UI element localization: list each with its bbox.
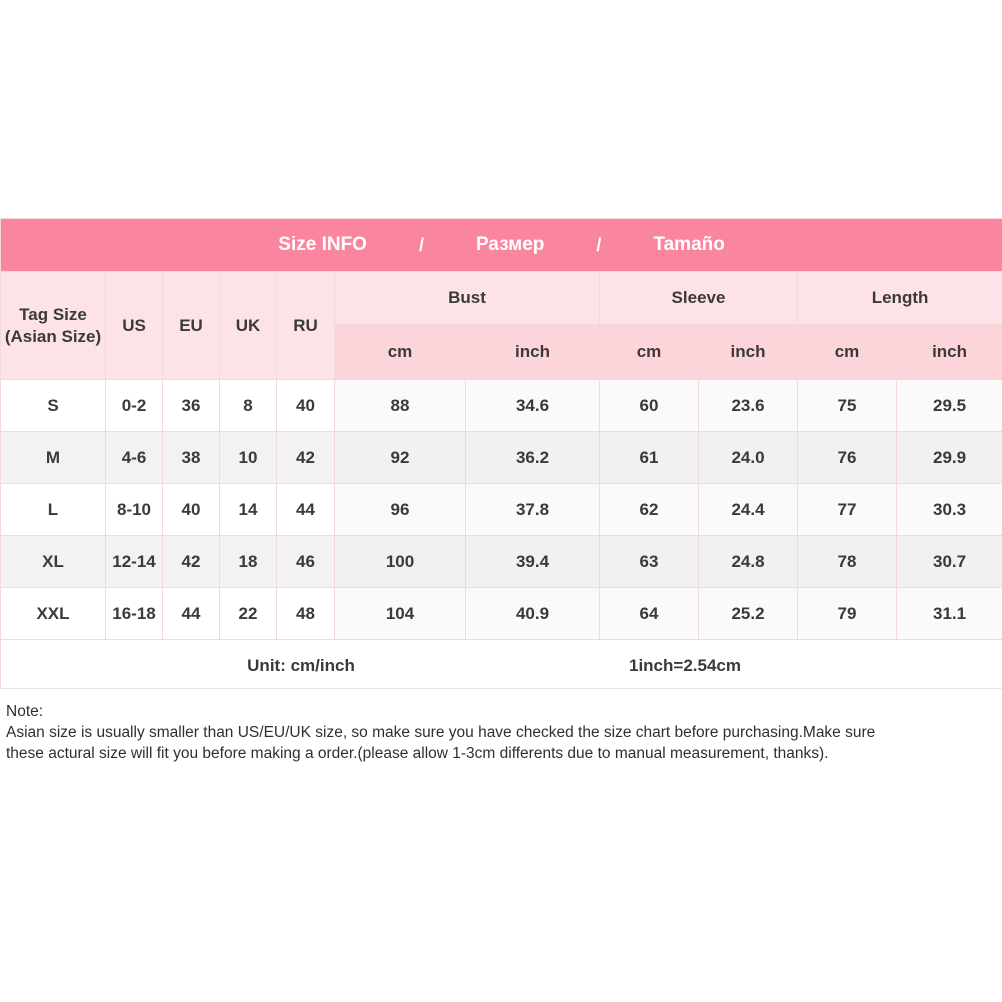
table-row xyxy=(1,380,1002,432)
cell-bust-cm: 100 xyxy=(335,536,466,588)
cell-bust-inch: 34.6 xyxy=(466,380,600,432)
table-row xyxy=(1,536,1002,588)
cell-us: 16-18 xyxy=(106,588,163,640)
cell-bust-cm: 92 xyxy=(335,432,466,484)
table-row xyxy=(1,484,1002,536)
cell-uk: 22 xyxy=(220,588,277,640)
header-unit-length-cm: cm xyxy=(798,325,897,380)
cell-length-inch: 31.1 xyxy=(897,588,1002,640)
cell-uk: 18 xyxy=(220,536,277,588)
header-group-bust: Bust xyxy=(335,272,600,325)
cell-sleeve-cm: 61 xyxy=(600,432,699,484)
bottom-whitespace xyxy=(0,780,1002,1002)
header-tag-size-line2: (Asian Size) xyxy=(4,326,102,346)
cell-ru: 44 xyxy=(277,484,335,536)
title-band-row xyxy=(1,219,1002,272)
cell-sleeve-inch: 24.4 xyxy=(699,484,798,536)
cell-tag-size: XXL xyxy=(1,588,106,640)
title-size-info: Size INFO xyxy=(278,234,367,255)
cell-length-inch: 30.7 xyxy=(897,536,1002,588)
cell-tag-size: L xyxy=(1,484,106,536)
title-separator-2: / xyxy=(596,234,602,255)
cell-length-cm: 77 xyxy=(798,484,897,536)
cell-eu: 36 xyxy=(163,380,220,432)
header-us: US xyxy=(106,272,163,380)
cell-length-cm: 78 xyxy=(798,536,897,588)
unit-label: Unit: cm/inch xyxy=(247,656,355,675)
unit-footer xyxy=(1,640,1002,692)
header-unit-length-inch: inch xyxy=(897,325,1002,380)
note-line-2: these actural size will fit you before making a order.(please allow 1-3cm differents due to manual measurement, thanks). xyxy=(6,745,829,762)
header-eu: EU xyxy=(163,272,220,380)
cell-length-inch: 29.5 xyxy=(897,380,1002,432)
cell-sleeve-cm: 62 xyxy=(600,484,699,536)
cell-length-cm: 79 xyxy=(798,588,897,640)
note-line-1: Asian size is usually smaller than US/EU/UK size, so make sure you have checked the size chart before purchasing.Make sure xyxy=(6,724,876,741)
cell-uk: 14 xyxy=(220,484,277,536)
cell-sleeve-inch: 24.0 xyxy=(699,432,798,484)
note-label: Note: xyxy=(6,703,44,720)
top-whitespace xyxy=(0,0,1002,218)
size-chart-table xyxy=(0,218,1002,693)
header-tag-size-line1: Tag Size xyxy=(19,304,87,324)
note-block xyxy=(0,688,1002,778)
table-row xyxy=(1,588,1002,640)
cell-us: 0-2 xyxy=(106,380,163,432)
cell-bust-inch: 36.2 xyxy=(466,432,600,484)
cell-us: 12-14 xyxy=(106,536,163,588)
header-row-groups xyxy=(1,272,1002,325)
title-separator-1: / xyxy=(418,234,424,255)
cell-eu: 40 xyxy=(163,484,220,536)
cell-eu: 44 xyxy=(163,588,220,640)
cell-sleeve-inch: 24.8 xyxy=(699,536,798,588)
cell-tag-size: XL xyxy=(1,536,106,588)
cell-sleeve-inch: 23.6 xyxy=(699,380,798,432)
title-band-cell xyxy=(1,219,1002,272)
header-tag-size xyxy=(1,272,106,380)
header-ru: RU xyxy=(277,272,335,380)
cell-bust-cm: 88 xyxy=(335,380,466,432)
cell-uk: 8 xyxy=(220,380,277,432)
header-unit-sleeve-inch: inch xyxy=(699,325,798,380)
cell-bust-cm: 96 xyxy=(335,484,466,536)
cell-ru: 48 xyxy=(277,588,335,640)
title-band xyxy=(1,219,1002,271)
cell-eu: 42 xyxy=(163,536,220,588)
header-group-sleeve: Sleeve xyxy=(600,272,798,325)
cell-length-cm: 76 xyxy=(798,432,897,484)
unit-footer-cell xyxy=(1,640,1002,693)
title-razmer: Размер xyxy=(475,234,545,255)
unit-footer-row xyxy=(1,640,1002,693)
cell-sleeve-cm: 64 xyxy=(600,588,699,640)
cell-us: 8-10 xyxy=(106,484,163,536)
header-group-length: Length xyxy=(798,272,1002,325)
cell-bust-cm: 104 xyxy=(335,588,466,640)
cell-bust-inch: 40.9 xyxy=(466,588,600,640)
cell-ru: 46 xyxy=(277,536,335,588)
header-unit-bust-cm: cm xyxy=(335,325,466,380)
title-tamano: Tamaño xyxy=(653,234,725,255)
cell-eu: 38 xyxy=(163,432,220,484)
header-unit-bust-inch: inch xyxy=(466,325,600,380)
cell-length-inch: 30.3 xyxy=(897,484,1002,536)
header-unit-sleeve-cm: cm xyxy=(600,325,699,380)
cell-length-inch: 29.9 xyxy=(897,432,1002,484)
cell-bust-inch: 39.4 xyxy=(466,536,600,588)
cell-bust-inch: 37.8 xyxy=(466,484,600,536)
cell-us: 4-6 xyxy=(106,432,163,484)
cell-sleeve-inch: 25.2 xyxy=(699,588,798,640)
cell-sleeve-cm: 60 xyxy=(600,380,699,432)
cell-ru: 40 xyxy=(277,380,335,432)
inch-conversion-label: 1inch=2.54cm xyxy=(629,656,741,675)
cell-tag-size: M xyxy=(1,432,106,484)
cell-length-cm: 75 xyxy=(798,380,897,432)
header-uk: UK xyxy=(220,272,277,380)
cell-tag-size: S xyxy=(1,380,106,432)
table-row xyxy=(1,432,1002,484)
size-chart-table-wrapper xyxy=(0,218,1002,693)
cell-ru: 42 xyxy=(277,432,335,484)
cell-uk: 10 xyxy=(220,432,277,484)
cell-sleeve-cm: 63 xyxy=(600,536,699,588)
